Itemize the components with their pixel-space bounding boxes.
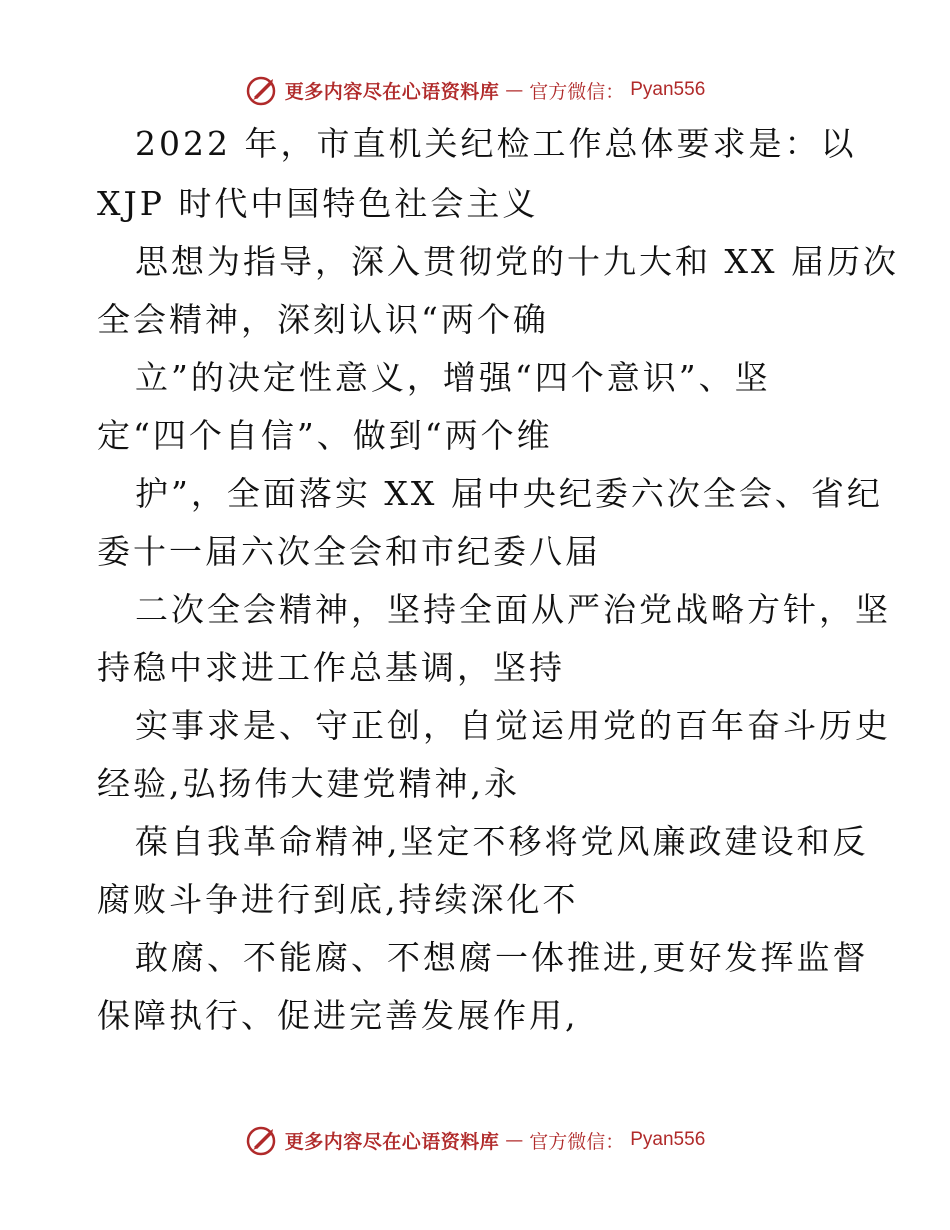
banner-text: 更多内容尽在心语资料库 <box>284 1130 500 1153</box>
text-line: 二次全会精神，坚持全面从严治党战略方针，坚 <box>135 590 891 629</box>
text-line: 定“四个自信”、做到“两个维 <box>97 416 553 455</box>
text-line: 全会精神，深刻认识“两个确 <box>97 300 549 339</box>
text-line: 实事求是、守正创，自觉运用党的百年奋斗历史 <box>135 706 891 745</box>
wechat-id: Pyan556 <box>630 1129 706 1150</box>
text-line: 委十一届六次全会和市纪委八届 <box>97 532 601 571</box>
text-line: 思想为指导，深入贯彻党的十九大和 XX 届历次 <box>135 242 899 281</box>
text-line: 葆自我革命精神,坚定不移将党风廉政建设和反 <box>135 822 869 861</box>
text-line: 腐败斗争进行到底,持续深化不 <box>97 880 579 919</box>
wechat-id: Pyan556 <box>630 79 706 100</box>
pen-logo-icon <box>245 1123 279 1157</box>
text-line: 敢腐、不能腐、不想腐一体推进,更好发挥监督 <box>135 938 869 977</box>
banner-separator: — <box>505 1129 524 1151</box>
footer-banner <box>0 1120 950 1160</box>
text-line: XJP 时代中国特色社会主义 <box>97 184 539 223</box>
wechat-label: 官方微信： <box>529 1130 625 1153</box>
wechat-label: 官方微信： <box>529 80 625 103</box>
text-line: 持稳中求进工作总基调，坚持 <box>97 648 565 687</box>
text-line: 护”，全面落实 XX 届中央纪委六次全会、省纪 <box>135 474 883 513</box>
header-banner <box>0 70 950 110</box>
text-line: 立”的决定性意义，增强“四个意识”、坚 <box>135 358 771 397</box>
text-line: 保障执行、促进完善发展作用, <box>97 996 579 1035</box>
pen-logo-icon <box>245 73 279 107</box>
text-line: 经验,弘扬伟大建党精神,永 <box>97 764 520 803</box>
text-line: 2022 年，市直机关纪检工作总体要求是：以 <box>135 124 857 163</box>
banner-separator: — <box>505 79 524 101</box>
banner-text: 更多内容尽在心语资料库 <box>284 80 500 103</box>
